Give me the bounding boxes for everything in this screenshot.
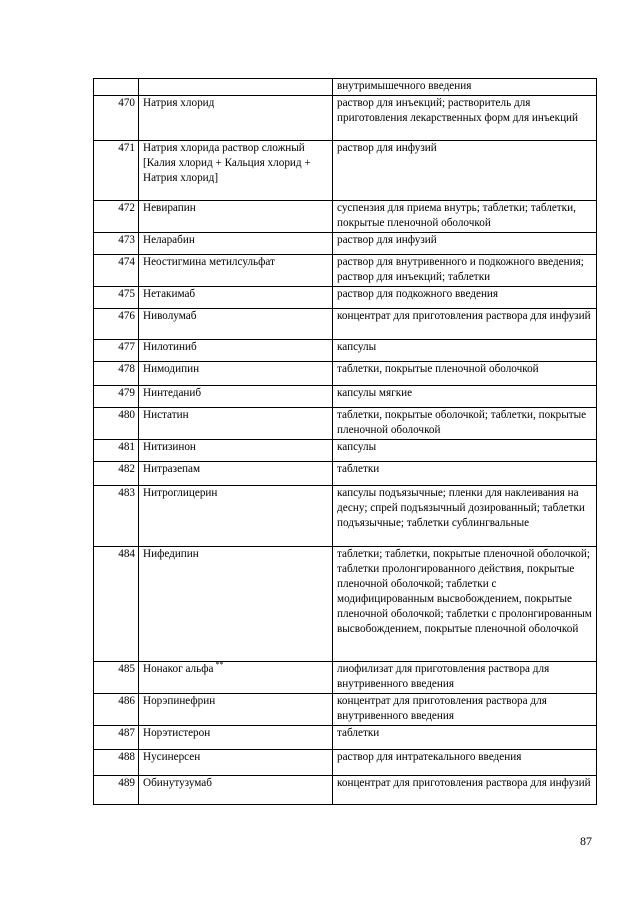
dosage-form: капсулы	[333, 340, 597, 362]
table-row	[94, 662, 597, 694]
row-number: 482	[94, 462, 139, 486]
table-row	[94, 79, 597, 96]
drug-name-text: Неостигмина метилсульфат	[143, 256, 275, 268]
dosage-form: капсулы подъязычные; пленки для наклеивания на десну; спрей подъязычный дозированный; таблетки подъязычные; таблетки сублингвальные	[333, 486, 597, 547]
row-number: 477	[94, 340, 139, 362]
dosage-form: концентрат для приготовления раствора для внутривенного введения	[333, 694, 597, 726]
dosage-form: концентрат для приготовления раствора для инфузий	[333, 309, 597, 340]
table-row	[94, 750, 597, 776]
row-number: 476	[94, 309, 139, 340]
drug-name	[139, 726, 333, 750]
row-number: 474	[94, 255, 139, 287]
table-row	[94, 694, 597, 726]
row-number: 475	[94, 287, 139, 309]
dosage-form: таблетки, покрытые пленочной оболочкой	[333, 362, 597, 386]
dosage-form: раствор для инфузий	[333, 233, 597, 255]
drug-name-text: Нилотиниб	[143, 341, 197, 353]
drug-name-text: Нифедипин	[143, 548, 199, 560]
drug-name	[139, 750, 333, 776]
drug-name	[139, 694, 333, 726]
drug-name-text: Нусинерсен	[143, 751, 201, 763]
drug-name-text: Ниволумаб	[143, 310, 197, 322]
dosage-form: раствор для инфузий	[333, 141, 597, 201]
drug-list-body	[94, 79, 597, 805]
dosage-form: таблетки	[333, 726, 597, 750]
drug-name	[139, 233, 333, 255]
table-row	[94, 201, 597, 233]
drug-name	[139, 486, 333, 547]
drug-name-text: Норэтистерон	[143, 727, 211, 739]
drug-name-text: Нитроглицерин	[143, 487, 218, 499]
drug-name	[139, 362, 333, 386]
drug-name	[139, 386, 333, 408]
drug-name	[139, 440, 333, 462]
table-row	[94, 340, 597, 362]
dosage-form: капсулы	[333, 440, 597, 462]
drug-name	[139, 462, 333, 486]
row-number: 481	[94, 440, 139, 462]
table-row	[94, 776, 597, 805]
dosage-form: суспензия для приема внутрь; таблетки; таблетки, покрытые пленочной оболочкой	[333, 201, 597, 233]
drug-name-text: Нитразепам	[143, 463, 201, 475]
drug-name-text: Нетакимаб	[143, 288, 196, 300]
row-number	[94, 79, 139, 96]
drug-name-text: Натрия хлорид	[143, 97, 215, 109]
dosage-form: таблетки; таблетки, покрытые пленочной оболочкой; таблетки пролонгированного действия, покрытые пленочной оболочкой; таблетки с модифицированным высвобождением, покрытые пленочной оболочкой; таблетки с пролонгированным высвобождением, покрытые пленочной оболочкой	[333, 547, 597, 662]
drug-name	[139, 547, 333, 662]
drug-name	[139, 309, 333, 340]
table-row	[94, 462, 597, 486]
drug-name-text: Норэпинефрин	[143, 695, 216, 707]
table-row	[94, 141, 597, 201]
table-row	[94, 309, 597, 340]
drug-name-text: Обинутузумаб	[143, 777, 212, 789]
drug-name	[139, 96, 333, 141]
page-number: 87	[580, 834, 592, 848]
row-number: 480	[94, 408, 139, 440]
table-row	[94, 486, 597, 547]
drug-name-text: Нитизинон	[143, 441, 196, 453]
dosage-form: таблетки	[333, 462, 597, 486]
table-row	[94, 726, 597, 750]
drug-name	[139, 79, 333, 96]
dosage-form: раствор для внутривенного и подкожного введения; раствор для инъекций; таблетки	[333, 255, 597, 287]
drug-name-text: Неларабин	[143, 234, 195, 246]
row-number: 470	[94, 96, 139, 141]
table-row	[94, 440, 597, 462]
drug-name	[139, 408, 333, 440]
drug-name	[139, 201, 333, 233]
dosage-form: лиофилизат для приготовления раствора для внутривенного введения	[333, 662, 597, 694]
drug-list-table	[93, 78, 597, 805]
dosage-form: внутримышечного введения	[333, 79, 597, 96]
row-number: 484	[94, 547, 139, 662]
dosage-form: раствор для интратекального введения	[333, 750, 597, 776]
table-row	[94, 287, 597, 309]
row-number: 489	[94, 776, 139, 805]
dosage-form: концентрат для приготовления раствора для инфузий	[333, 776, 597, 805]
row-number: 486	[94, 694, 139, 726]
drug-name	[139, 287, 333, 309]
drug-name	[139, 340, 333, 362]
table-row	[94, 96, 597, 141]
drug-name	[139, 255, 333, 287]
row-number: 487	[94, 726, 139, 750]
table-row	[94, 547, 597, 662]
drug-name	[139, 141, 333, 201]
drug-name-text: Нинтеданиб	[143, 387, 202, 399]
dosage-form: таблетки, покрытые оболочкой; таблетки, покрытые пленочной оболочкой	[333, 408, 597, 440]
drug-name-text: Нимодипин	[143, 363, 200, 375]
drug-name-footnote-mark: **	[215, 660, 224, 670]
row-number: 472	[94, 201, 139, 233]
drug-name-text: Невирапин	[143, 202, 196, 214]
row-number: 479	[94, 386, 139, 408]
row-number: 485	[94, 662, 139, 694]
dosage-form: капсулы мягкие	[333, 386, 597, 408]
dosage-form: раствор для инъекций; растворитель для приготовления лекарственных форм для инъекций	[333, 96, 597, 141]
row-number: 483	[94, 486, 139, 547]
row-number: 473	[94, 233, 139, 255]
table-row	[94, 362, 597, 386]
row-number: 478	[94, 362, 139, 386]
table-row	[94, 386, 597, 408]
drug-name-text: Натрия хлорида раствор сложный [Калия хлорид + Кальция хлорид + Натрия хлорид]	[143, 142, 311, 184]
drug-name	[139, 662, 333, 694]
row-number: 471	[94, 141, 139, 201]
table-row	[94, 255, 597, 287]
table-row	[94, 233, 597, 255]
drug-name-text: Нистатин	[143, 409, 189, 421]
drug-name	[139, 776, 333, 805]
dosage-form: раствор для подкожного введения	[333, 287, 597, 309]
table-row	[94, 408, 597, 440]
drug-name-text: Нонаког альфа	[143, 663, 214, 675]
row-number: 488	[94, 750, 139, 776]
